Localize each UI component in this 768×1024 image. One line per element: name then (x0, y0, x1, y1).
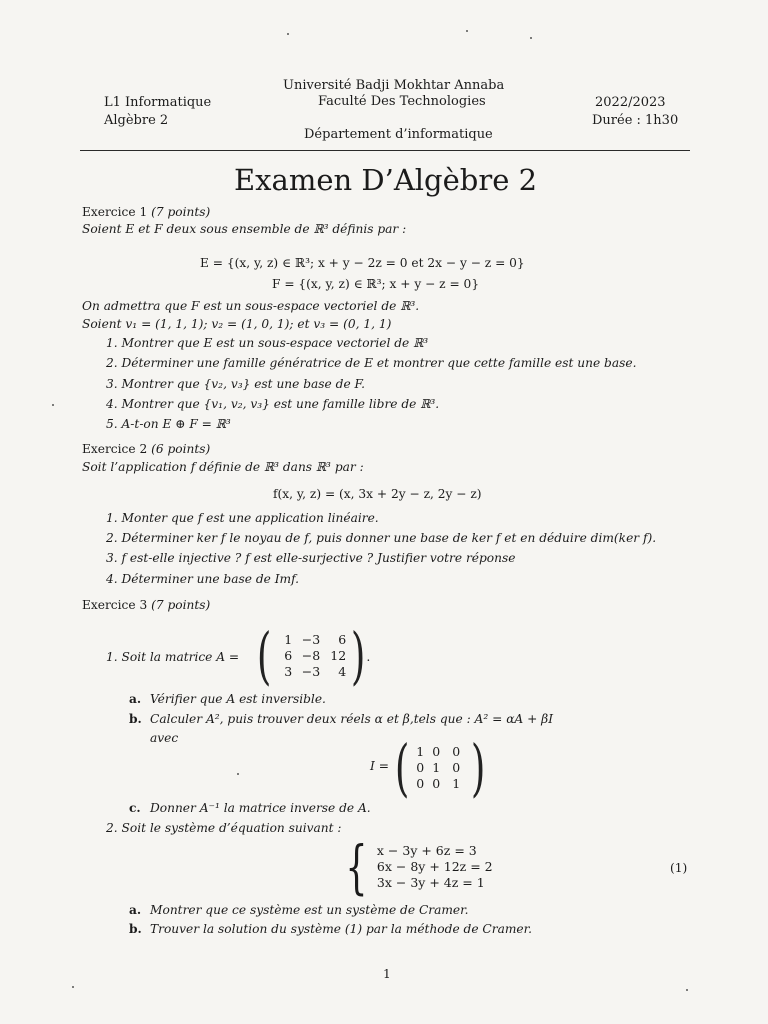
matrix-A-cells (276, 632, 346, 680)
part-2b-label: b. (129, 922, 142, 936)
exercise-3-question-1: 1. Soit la matrice A = (106, 650, 240, 664)
exercise-2-points: (6 points) (151, 442, 211, 456)
faculty-name: Faculté Des Technologies (318, 94, 486, 109)
identity-matrix-cell: 0 (416, 776, 425, 791)
scan-speck (686, 989, 688, 991)
matrix-A-cell: 6 (338, 632, 347, 647)
part-2a-label: a. (129, 903, 142, 917)
part-a-label: a. (129, 692, 142, 706)
exercise-2-heading (82, 442, 210, 456)
page-number: 1 (383, 967, 391, 981)
exercise-1-admit: On admettra que F est un sous-espace vectoriel de ℝ³. (82, 299, 420, 313)
identity-matrix-cell: 0 (416, 760, 425, 775)
matrix-A-cell: −8 (301, 648, 321, 663)
system-lines (377, 843, 493, 891)
matrix-A-cell: 12 (330, 648, 347, 663)
part-a-text: Vérifier que A est inversible. (150, 692, 326, 706)
system-brace: { (345, 833, 368, 901)
matrix-A (252, 619, 371, 692)
exercise-1-vectors: Soient v₁ = (1, 1, 1); v₂ = (1, 0, 1); et v₃ = (0, 1, 1) (82, 317, 392, 331)
identity-matrix-cell: 0 (432, 744, 441, 759)
part-b-text: Calculer A², puis trouver deux réels α et β,tels que : A² = αA + βI (150, 712, 554, 726)
header-divider (80, 150, 690, 151)
left-paren: ( (256, 619, 272, 692)
exam-duration: Durée : 1h30 (592, 113, 679, 128)
right-paren: ) (471, 731, 486, 804)
exercise-1-points: (7 points) (151, 205, 211, 219)
scan-speck (466, 30, 468, 32)
left-paren: ( (394, 731, 410, 804)
identity-matrix-cell: 1 (416, 744, 425, 759)
identity-matrix-cell: 0 (432, 776, 441, 791)
scan-speck (72, 986, 74, 988)
course-name: L1 Informatique (104, 95, 212, 110)
part-c-text: Donner A⁻¹ la matrice inverse de A. (150, 801, 371, 815)
exercise-1-heading (82, 205, 210, 219)
exercise-1-question-1: 1. Montrer que E est un sous-espace vectoriel de ℝ³ (106, 336, 429, 350)
matrix-A-cell: 1 (284, 632, 293, 647)
exercise-3-points: (7 points) (151, 598, 211, 612)
identity-matrix-cells (414, 744, 466, 792)
matrix-A-cell: 3 (284, 664, 293, 679)
scan-speck (287, 33, 289, 35)
matrix-A-cell: −3 (301, 664, 321, 679)
system-equation: 6x − 8y + 12z = 2 (376, 859, 493, 874)
scan-speck (237, 773, 239, 775)
matrix-A-cell: 4 (338, 664, 347, 679)
department-name: Département d’informatique (304, 127, 493, 142)
system-number: (1) (670, 861, 688, 875)
part-b-avec: avec (150, 731, 179, 745)
identity-matrix (390, 731, 490, 804)
exercise-3-question-2: 2. Soit le système d’équation suivant : (106, 821, 342, 835)
part-2b-text: Trouver la solution du système (1) par la méthode de Cramer. (150, 922, 532, 936)
exercise-3-heading (82, 598, 210, 612)
exercise-3-title: Exercice 3 (82, 598, 148, 612)
university-name: Université Badji Mokhtar Annaba (283, 78, 505, 93)
matrix-A-cell: 6 (284, 648, 293, 663)
identity-matrix-cell: 1 (452, 776, 461, 791)
scan-speck (52, 404, 54, 406)
exercise-2-title: Exercice 2 (82, 442, 148, 456)
equation-system (338, 833, 493, 901)
exercise-1-question-2: 2. Déterminer une famille génératrice de E et montrer que cette famille est une base. (106, 356, 637, 370)
system-equation: 3x − 3y + 4z = 1 (376, 875, 485, 890)
right-paren: ) (351, 619, 366, 692)
scan-speck (530, 37, 532, 39)
subject-name: Algèbre 2 (104, 113, 169, 128)
system-equation: x − 3y + 6z = 3 (376, 843, 477, 858)
identity-matrix-cell: 1 (432, 760, 441, 775)
matrix-A-period: . (366, 648, 371, 664)
identity-label: I = (370, 759, 389, 773)
exercise-2-intro: Soit l’application f définie de ℝ³ dans ℝ³ par : (82, 460, 364, 474)
exercise-1-question-5: 5. A-t-on E ⊕ F = ℝ³ (106, 417, 231, 431)
exercise-2-question-1: 1. Monter que f est une application linéaire. (106, 511, 379, 525)
exercise-1-intro: Soient E et F deux sous ensemble de ℝ³ définis par : (82, 222, 407, 236)
set-E-definition: E = {(x, y, z) ∈ ℝ³; x + y − 2z = 0 et 2x − y − z = 0} (200, 256, 525, 270)
page-title: Examen D’Algèbre 2 (234, 163, 538, 197)
exercise-1-question-4: 4. Montrer que {v₁, v₂, v₃} est une famille libre de ℝ³. (106, 397, 440, 411)
exercise-2-question-3: 3. f est-elle injective ? f est elle-surjective ? Justifier votre réponse (106, 551, 516, 565)
part-c-label: c. (129, 801, 141, 815)
academic-year: 2022/2023 (595, 95, 666, 110)
identity-matrix-cell: 0 (452, 760, 461, 775)
exercise-1-question-3: 3. Montrer que {v₂, v₃} est une base de F. (106, 377, 365, 391)
part-b-label: b. (129, 712, 142, 726)
exercise-2-question-4: 4. Déterminer une base de Imf. (106, 572, 300, 586)
identity-matrix-cell: 0 (452, 744, 461, 759)
matrix-A-cell: −3 (301, 632, 321, 647)
exercise-1-title: Exercice 1 (82, 205, 148, 219)
exercise-2-question-2: 2. Déterminer ker f le noyau de f, puis donner une base de ker f et en déduire dim(ker f). (106, 531, 657, 545)
map-f-definition: f(x, y, z) = (x, 3x + 2y − z, 2y − z) (273, 487, 482, 501)
set-F-definition: F = {(x, y, z) ∈ ℝ³; x + y − z = 0} (272, 277, 480, 291)
part-2a-text: Montrer que ce système est un système de Cramer. (150, 903, 469, 917)
